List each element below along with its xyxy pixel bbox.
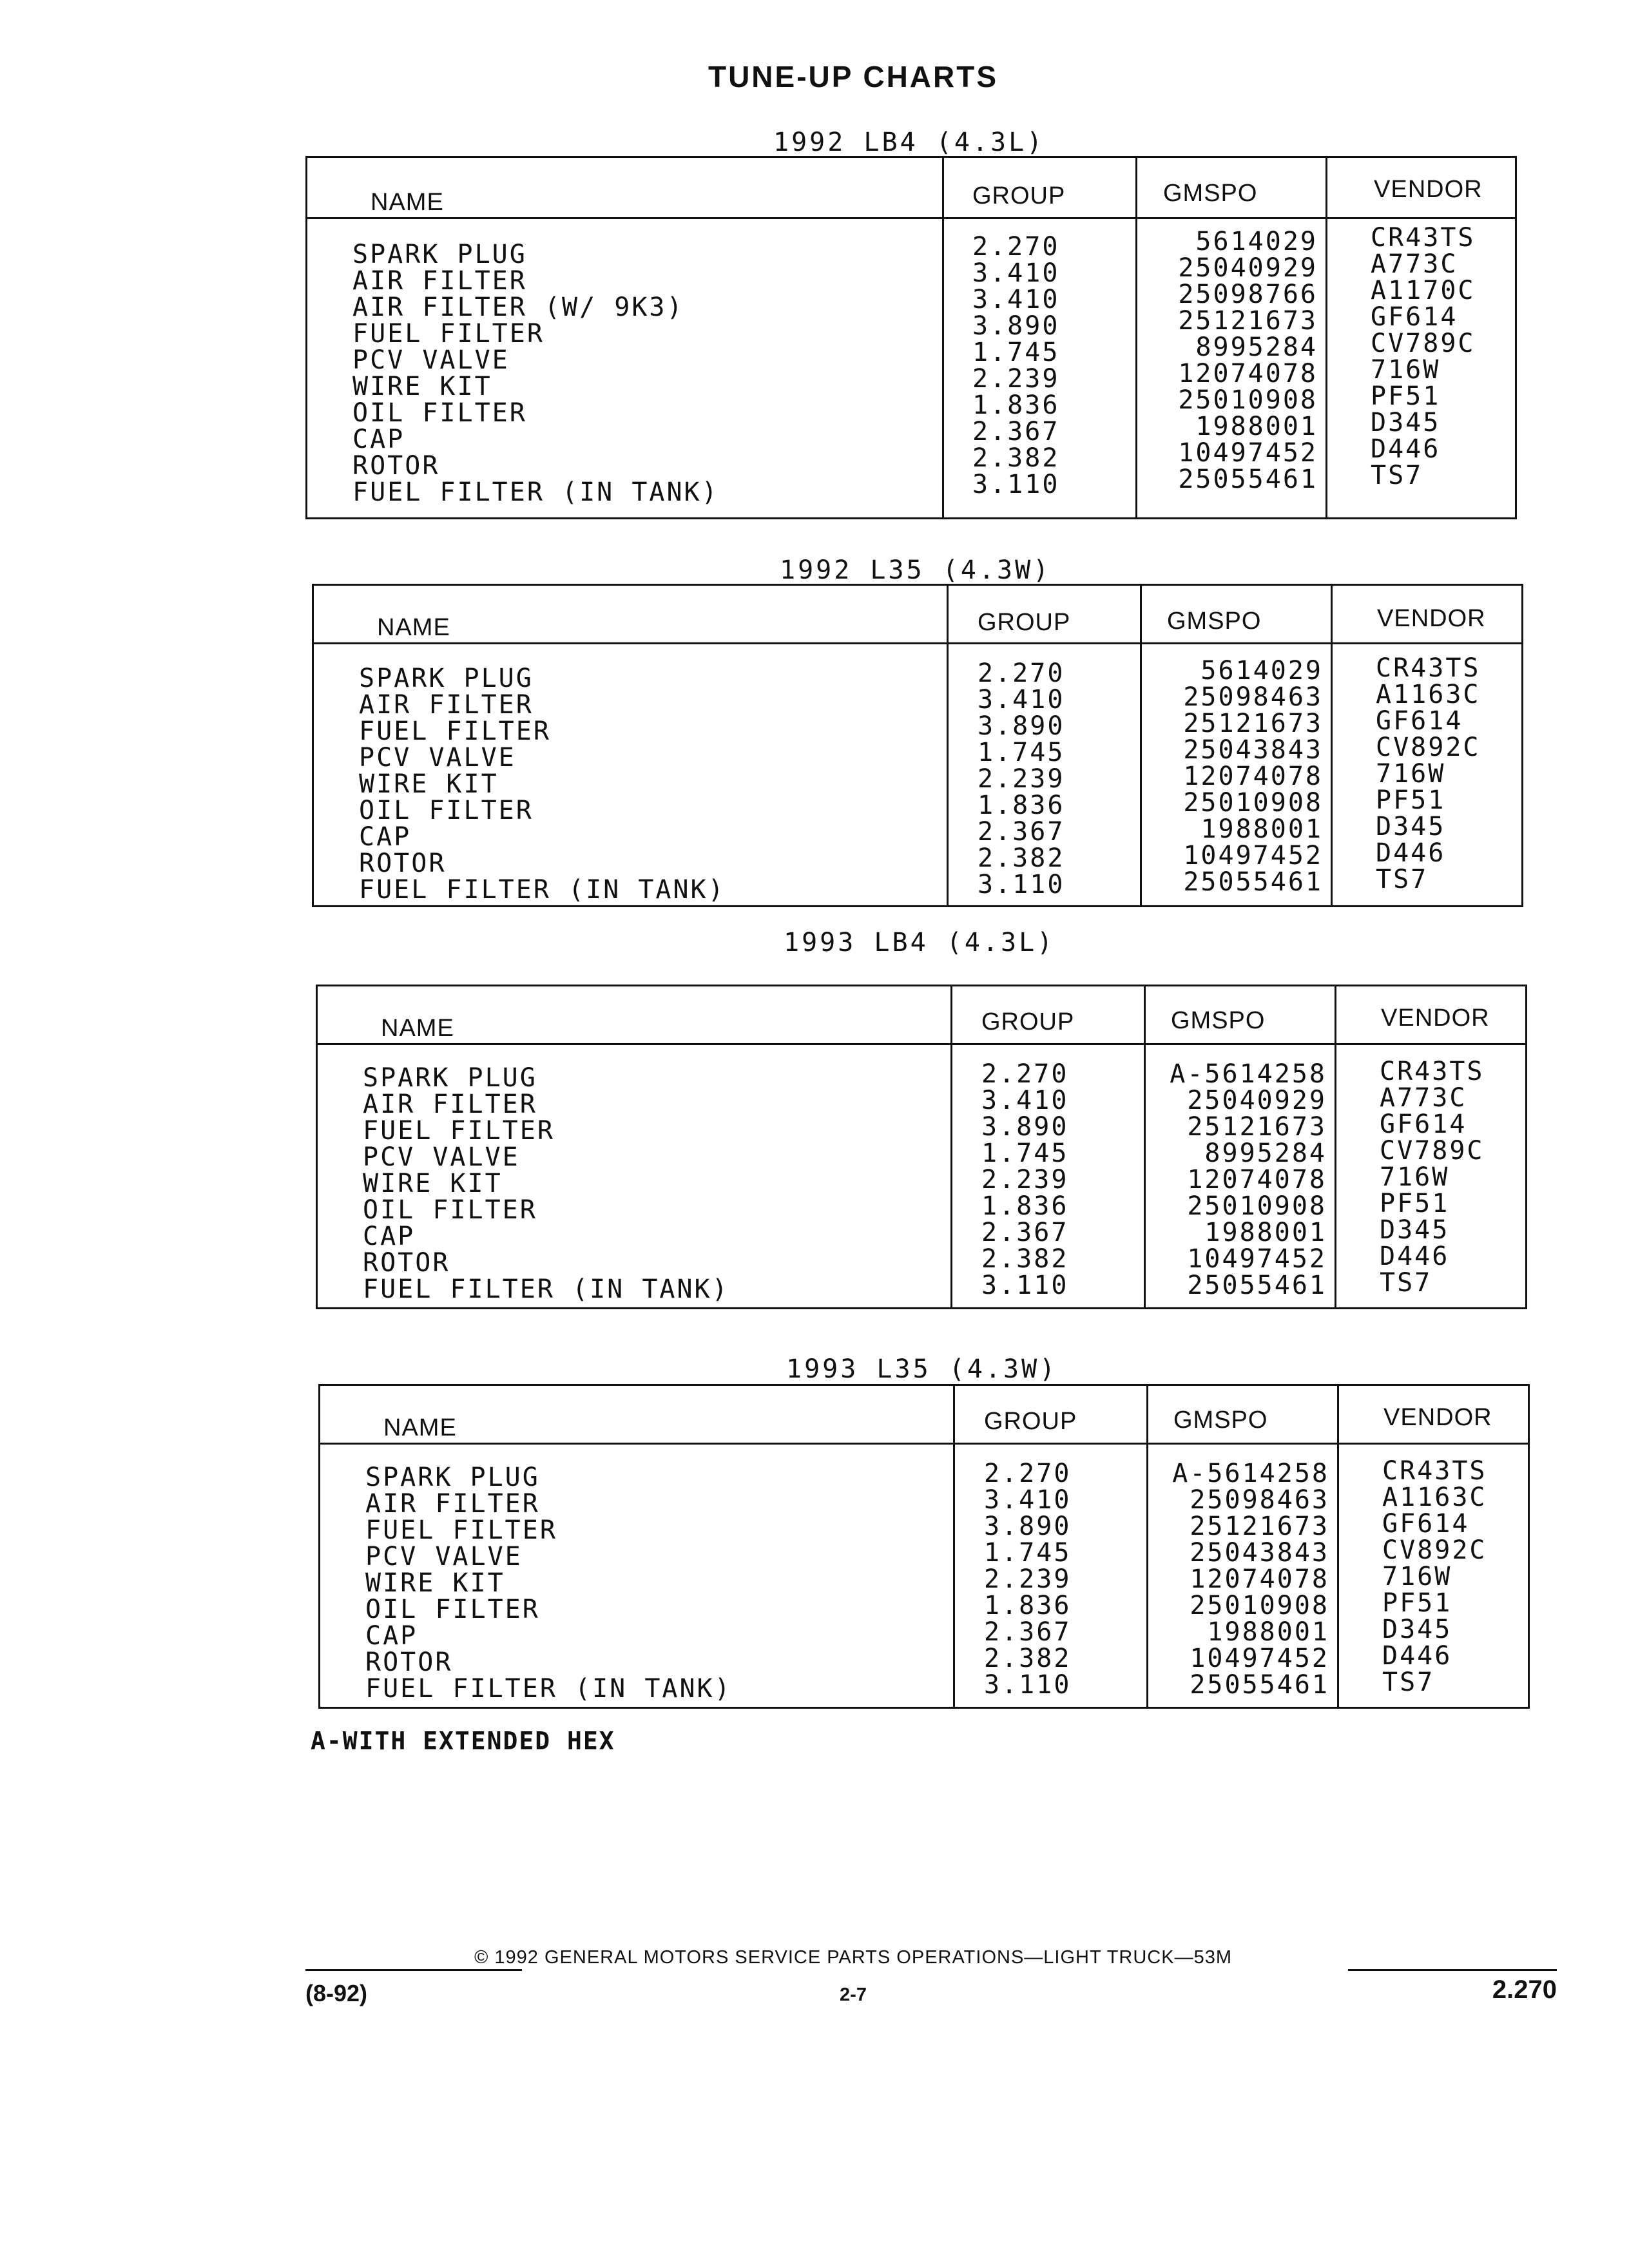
group-column bbox=[984, 1461, 1071, 1698]
table-cell: 25010908 bbox=[1178, 385, 1318, 415]
header-gmspo: GMSPO bbox=[1167, 608, 1262, 635]
table-cell: SPARK PLUG bbox=[352, 240, 527, 269]
table-cell: 25043843 bbox=[1190, 1538, 1329, 1568]
table-cell: TS7 bbox=[1380, 1268, 1432, 1298]
table-cell: 25098463 bbox=[1183, 682, 1323, 712]
section-title: 1992 LB4 (4.3L) bbox=[773, 128, 1045, 157]
table-cell: D446 bbox=[1371, 434, 1441, 464]
vendor-column bbox=[1382, 1458, 1487, 1696]
table-cell: WIRE KIT bbox=[365, 1568, 505, 1598]
page-title: TUNE-UP CHARTS bbox=[708, 60, 999, 93]
table-cell: OIL FILTER bbox=[352, 398, 527, 428]
table-cell: 1.745 bbox=[978, 738, 1065, 767]
table-cell: OIL FILTER bbox=[359, 796, 534, 825]
table-cell: CR43TS bbox=[1371, 223, 1476, 253]
table-cell: 3.410 bbox=[984, 1485, 1072, 1515]
table-cell: 3.110 bbox=[984, 1670, 1072, 1700]
table-cell: 1.836 bbox=[972, 390, 1060, 420]
table-cell: A773C bbox=[1371, 249, 1458, 279]
table-cell: 3.890 bbox=[978, 711, 1065, 741]
table-cell: AIR FILTER bbox=[365, 1489, 540, 1519]
table-cell: FUEL FILTER (IN TANK) bbox=[365, 1674, 732, 1704]
table-cell: 1988001 bbox=[1204, 1218, 1327, 1247]
table-cell: 2.382 bbox=[978, 843, 1065, 873]
table-cell: 25055461 bbox=[1178, 465, 1318, 494]
section-title: 1993 LB4 (4.3L) bbox=[784, 928, 1055, 957]
header-gmspo: GMSPO bbox=[1163, 180, 1258, 207]
table-cell: ROTOR bbox=[359, 849, 447, 878]
table-cell: CAP bbox=[363, 1222, 416, 1251]
table-cell: PF51 bbox=[1382, 1588, 1452, 1618]
table-cell: WIRE KIT bbox=[352, 372, 492, 401]
table-cell: 3.110 bbox=[981, 1271, 1069, 1300]
table-cell: CR43TS bbox=[1376, 653, 1481, 683]
table-cell: 8995284 bbox=[1195, 332, 1318, 362]
table-cell: AIR FILTER (W/ 9K3) bbox=[352, 293, 684, 322]
table-cell: FUEL FILTER (IN TANK) bbox=[359, 875, 726, 905]
table-cell: 1.745 bbox=[981, 1139, 1069, 1168]
table-cell: 12074078 bbox=[1187, 1165, 1327, 1195]
table-cell: 3.890 bbox=[984, 1512, 1072, 1541]
table-cell: 12074078 bbox=[1190, 1564, 1329, 1594]
tune-up-table bbox=[318, 1384, 1530, 1709]
table-cell: D345 bbox=[1382, 1615, 1452, 1644]
table-cell: 25121673 bbox=[1183, 709, 1323, 738]
header-vendor: VENDOR bbox=[1377, 605, 1486, 632]
table-cell: 2.382 bbox=[981, 1244, 1069, 1274]
table-cell: 10497452 bbox=[1183, 841, 1323, 870]
table-cell: 3.410 bbox=[981, 1086, 1069, 1115]
table-cell: D446 bbox=[1382, 1641, 1452, 1671]
table-cell: 25040929 bbox=[1187, 1086, 1327, 1115]
table-cell: FUEL FILTER (IN TANK) bbox=[363, 1274, 729, 1304]
header-vendor: VENDOR bbox=[1383, 1404, 1492, 1431]
table-cell: 12074078 bbox=[1178, 359, 1318, 389]
table-cell: A-5614258 bbox=[1172, 1459, 1329, 1488]
table-cell: 1.836 bbox=[981, 1191, 1069, 1221]
table-cell: 2.367 bbox=[984, 1617, 1072, 1647]
header-name: NAME bbox=[371, 189, 444, 216]
table-cell: GF614 bbox=[1382, 1509, 1470, 1539]
table-cell: CR43TS bbox=[1382, 1456, 1487, 1486]
footnote: A-WITH EXTENDED HEX bbox=[311, 1727, 615, 1755]
table-cell: 3.890 bbox=[981, 1112, 1069, 1142]
table-cell: TS7 bbox=[1371, 461, 1423, 490]
header-gmspo: GMSPO bbox=[1171, 1007, 1266, 1034]
table-cell: 25098463 bbox=[1190, 1485, 1329, 1515]
header-name: NAME bbox=[377, 614, 450, 641]
table-cell: PF51 bbox=[1380, 1189, 1450, 1218]
table-cell: 10497452 bbox=[1178, 438, 1318, 468]
table-cell: FUEL FILTER bbox=[363, 1116, 555, 1146]
table-cell: 2.367 bbox=[972, 417, 1060, 447]
footer-copyright: © 1992 GENERAL MOTORS SERVICE PARTS OPERATIONS—LIGHT TRUCK—53M bbox=[474, 1947, 1232, 1968]
table-cell: FUEL FILTER (IN TANK) bbox=[352, 477, 719, 507]
section-title: 1992 L35 (4.3W) bbox=[780, 555, 1052, 585]
table-cell: CAP bbox=[359, 822, 412, 852]
table-cell: GF614 bbox=[1371, 302, 1458, 332]
table-cell: A773C bbox=[1380, 1083, 1467, 1113]
table-cell: PCV VALVE bbox=[363, 1142, 520, 1172]
table-cell: PCV VALVE bbox=[359, 743, 516, 773]
table-cell: GF614 bbox=[1380, 1110, 1467, 1139]
table-cell: FUEL FILTER bbox=[365, 1515, 557, 1545]
table-cell: 1.836 bbox=[978, 791, 1065, 820]
table-cell: FUEL FILTER bbox=[352, 319, 545, 349]
table-cell: 25121673 bbox=[1190, 1512, 1329, 1541]
table-cell: 12074078 bbox=[1183, 762, 1323, 791]
table-cell: A1170C bbox=[1371, 276, 1476, 305]
table-cell: D446 bbox=[1380, 1242, 1450, 1271]
table-cell: D345 bbox=[1371, 408, 1441, 437]
group-column bbox=[978, 660, 1065, 898]
table-cell: GF614 bbox=[1376, 706, 1463, 736]
table-cell: 25010908 bbox=[1190, 1591, 1329, 1620]
tune-up-table bbox=[305, 156, 1517, 519]
table-cell: 5614029 bbox=[1195, 227, 1318, 256]
header-name: NAME bbox=[383, 1414, 457, 1441]
table-cell: ROTOR bbox=[363, 1248, 450, 1278]
table-cell: D345 bbox=[1380, 1215, 1450, 1245]
header-vendor: VENDOR bbox=[1381, 1004, 1490, 1032]
footer-date: (8-92) bbox=[305, 1980, 368, 2006]
table-cell: CAP bbox=[352, 425, 405, 454]
table-cell: 2.239 bbox=[978, 764, 1065, 794]
table-cell: 25010908 bbox=[1183, 788, 1323, 818]
table-cell: 3.890 bbox=[972, 311, 1060, 341]
table-cell: 716W bbox=[1380, 1162, 1450, 1192]
header-group: GROUP bbox=[981, 1008, 1075, 1035]
table-cell: FUEL FILTER bbox=[359, 716, 551, 746]
table-cell: 2.382 bbox=[972, 443, 1060, 473]
name-column bbox=[365, 1465, 732, 1702]
table-cell: PCV VALVE bbox=[352, 345, 510, 375]
table-cell: 25121673 bbox=[1178, 306, 1318, 336]
header-name: NAME bbox=[381, 1015, 454, 1042]
header-group: GROUP bbox=[972, 182, 1066, 209]
table-cell: WIRE KIT bbox=[359, 769, 499, 799]
table-cell: 3.410 bbox=[972, 285, 1060, 314]
table-cell: TS7 bbox=[1382, 1667, 1435, 1697]
header-group: GROUP bbox=[978, 609, 1071, 636]
table-cell: A1163C bbox=[1382, 1483, 1487, 1512]
table-cell: AIR FILTER bbox=[359, 690, 534, 720]
table-cell: 1.745 bbox=[984, 1538, 1072, 1568]
table-cell: 10497452 bbox=[1190, 1644, 1329, 1673]
footer-rule-left bbox=[305, 1969, 522, 1971]
table-cell: 3.410 bbox=[972, 258, 1060, 288]
table-cell: 2.270 bbox=[978, 658, 1065, 688]
table-cell: PF51 bbox=[1371, 381, 1441, 411]
table-cell: OIL FILTER bbox=[363, 1195, 537, 1225]
table-cell: 1988001 bbox=[1207, 1617, 1329, 1647]
table-cell: 2.239 bbox=[981, 1165, 1069, 1195]
table-cell: ROTOR bbox=[352, 451, 440, 481]
table-cell: 3.110 bbox=[978, 870, 1065, 899]
group-column bbox=[972, 234, 1059, 498]
table-cell: A1163C bbox=[1376, 680, 1481, 709]
footer-rule-right bbox=[1348, 1969, 1557, 1971]
table-cell: 2.239 bbox=[984, 1564, 1072, 1594]
table-cell: A-5614258 bbox=[1170, 1059, 1327, 1089]
table-cell: AIR FILTER bbox=[352, 266, 527, 296]
gmspo-column bbox=[1161, 658, 1323, 896]
header-gmspo: GMSPO bbox=[1173, 1407, 1268, 1434]
table-cell: 1.745 bbox=[972, 338, 1060, 367]
table-cell: 25055461 bbox=[1183, 867, 1323, 897]
table-cell: OIL FILTER bbox=[365, 1595, 540, 1624]
name-column bbox=[359, 666, 726, 903]
table-cell: 2.270 bbox=[972, 232, 1060, 262]
table-cell: 2.367 bbox=[981, 1218, 1069, 1247]
table-cell: 1988001 bbox=[1200, 814, 1323, 844]
table-cell: 3.110 bbox=[972, 470, 1060, 499]
table-cell: 2.270 bbox=[981, 1059, 1069, 1089]
table-cell: SPARK PLUG bbox=[365, 1463, 540, 1492]
vendor-column bbox=[1376, 655, 1481, 893]
table-cell: 716W bbox=[1371, 355, 1441, 385]
table-cell: D446 bbox=[1376, 838, 1446, 868]
table-cell: 25040929 bbox=[1178, 253, 1318, 283]
table-cell: 25055461 bbox=[1190, 1670, 1329, 1700]
footer-group-number: 2.270 bbox=[1492, 1975, 1557, 2004]
table-cell: 25055461 bbox=[1187, 1271, 1327, 1300]
header-group: GROUP bbox=[984, 1408, 1077, 1435]
header-vendor: VENDOR bbox=[1374, 176, 1483, 203]
table-cell: 3.410 bbox=[978, 685, 1065, 715]
table-cell: CV892C bbox=[1376, 733, 1481, 762]
table-cell: AIR FILTER bbox=[363, 1090, 537, 1119]
table-cell: 1988001 bbox=[1195, 412, 1318, 441]
gmspo-column bbox=[1155, 1461, 1329, 1698]
tune-up-table bbox=[316, 985, 1527, 1309]
table-cell: CV892C bbox=[1382, 1535, 1487, 1565]
table-cell: 25010908 bbox=[1187, 1191, 1327, 1221]
table-cell: 8995284 bbox=[1204, 1139, 1327, 1168]
table-cell: CR43TS bbox=[1380, 1057, 1485, 1086]
table-cell: 25043843 bbox=[1183, 735, 1323, 765]
table-cell: SPARK PLUG bbox=[359, 664, 534, 693]
table-cell: 1.836 bbox=[984, 1591, 1072, 1620]
table-cell: 25121673 bbox=[1187, 1112, 1327, 1142]
table-cell: CV789C bbox=[1380, 1136, 1485, 1166]
tune-up-table bbox=[312, 584, 1523, 907]
gmspo-column bbox=[1157, 229, 1318, 493]
table-cell: 2.382 bbox=[984, 1644, 1072, 1673]
table-cell: PF51 bbox=[1376, 785, 1446, 815]
table-cell: SPARK PLUG bbox=[363, 1063, 537, 1093]
vendor-column bbox=[1380, 1059, 1485, 1296]
table-cell: TS7 bbox=[1376, 865, 1429, 894]
table-cell: WIRE KIT bbox=[363, 1169, 503, 1198]
table-cell: CV789C bbox=[1371, 329, 1476, 358]
vendor-column bbox=[1371, 225, 1476, 489]
name-column bbox=[363, 1065, 729, 1303]
table-cell: 10497452 bbox=[1187, 1244, 1327, 1274]
table-cell: CAP bbox=[365, 1621, 418, 1651]
table-cell: 25098766 bbox=[1178, 280, 1318, 309]
table-cell: D345 bbox=[1376, 812, 1446, 841]
table-cell: 5614029 bbox=[1200, 656, 1323, 686]
table-cell: ROTOR bbox=[365, 1648, 453, 1677]
gmspo-column bbox=[1153, 1061, 1327, 1299]
table-cell: 2.367 bbox=[978, 817, 1065, 847]
name-column bbox=[352, 242, 719, 506]
table-cell: PCV VALVE bbox=[365, 1542, 523, 1571]
footer-page-number: 2-7 bbox=[840, 1984, 867, 2005]
section-title: 1993 L35 (4.3W) bbox=[786, 1354, 1058, 1384]
table-cell: 716W bbox=[1376, 759, 1446, 789]
table-cell: 2.270 bbox=[984, 1459, 1072, 1488]
group-column bbox=[981, 1061, 1068, 1299]
table-cell: 2.239 bbox=[972, 364, 1060, 394]
table-cell: 716W bbox=[1382, 1562, 1452, 1591]
